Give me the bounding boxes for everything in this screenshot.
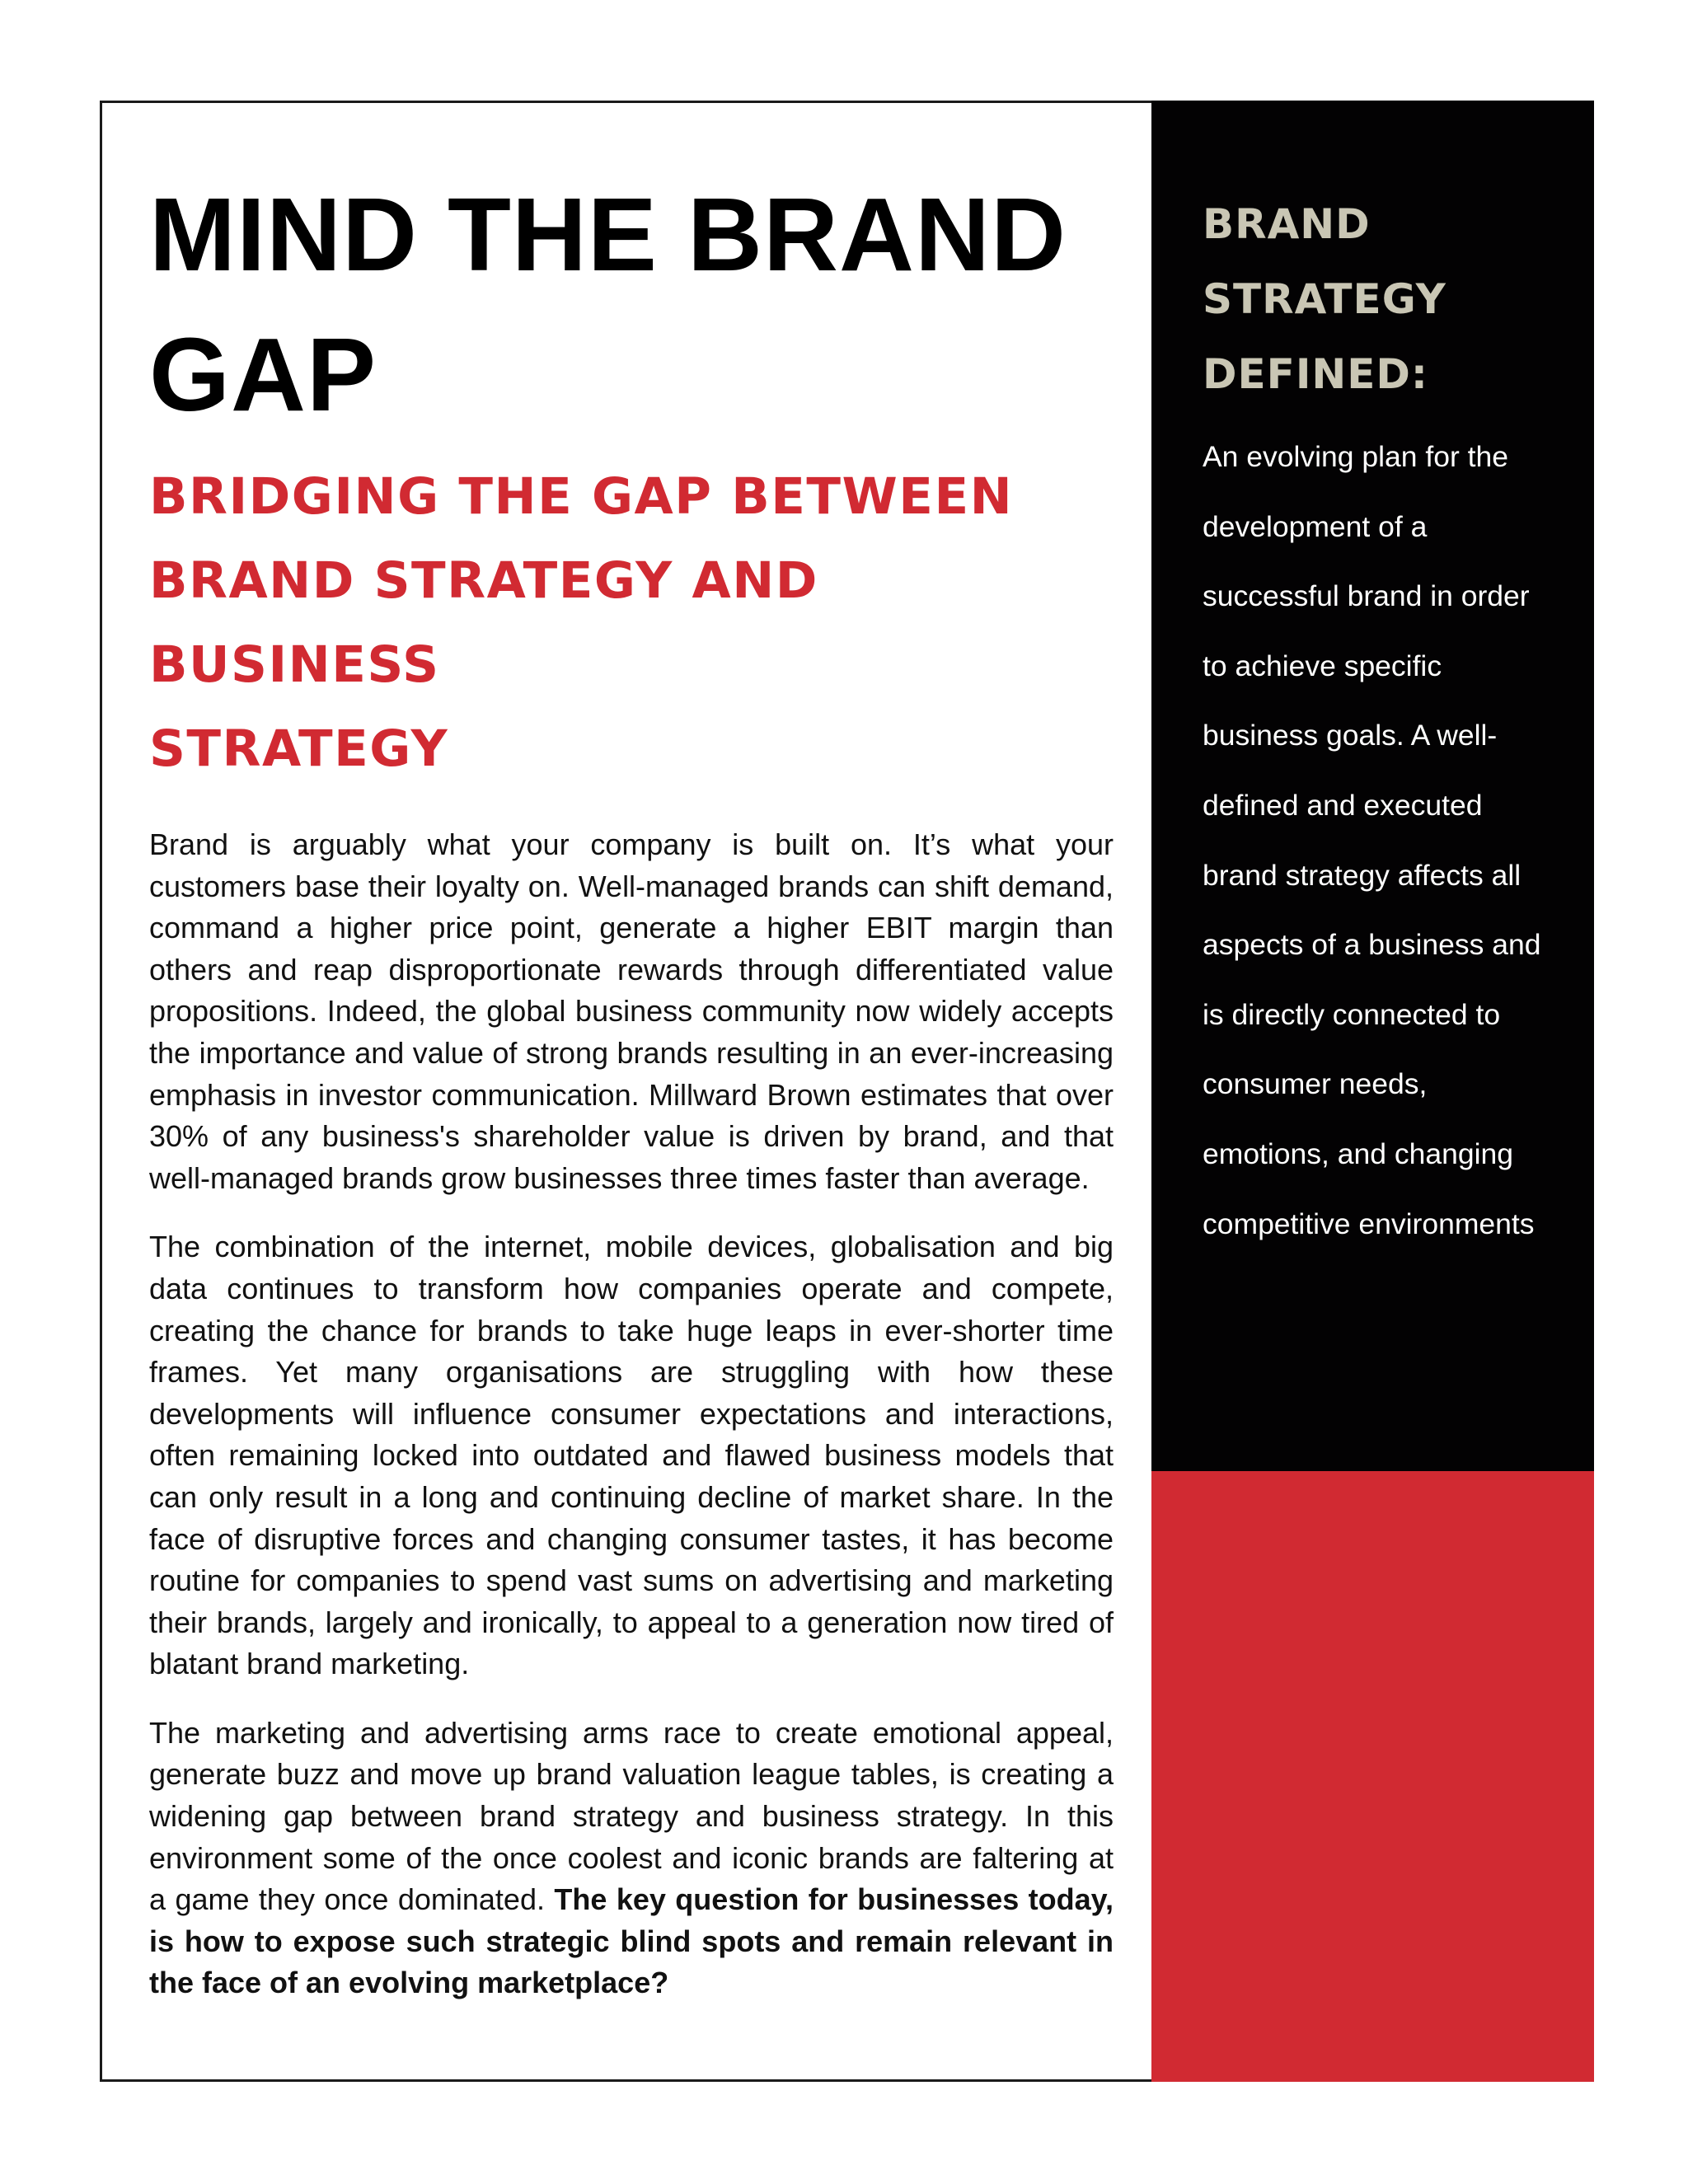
sidebar-line: is directly connected to [1203, 997, 1501, 1031]
sidebar-red-panel [1151, 1471, 1594, 2082]
body-paragraph-3-text: The marketing and advertising arms race to create emotional appeal, generate buzz and move up brand valuation league tables, is creating a widening gap between brand strategy and business strategy. In this environment some of the once coolest and iconic brands are faltering at a game they once dominated. [149, 1715, 1114, 1917]
sidebar-line: emotions, and changing [1203, 1137, 1513, 1170]
title-line-2: GAP [149, 316, 377, 433]
sidebar-line: development of a [1203, 509, 1428, 543]
sidebar-heading-line-3: DEFINED: [1203, 350, 1428, 398]
document-title [149, 165, 1114, 445]
main-column [149, 165, 1114, 2004]
title-line-1: MIND THE BRAND [149, 176, 1067, 293]
body-paragraph-1: Brand is arguably what your company is built on. It’s what your customers base their loyalty on. Well-managed brands can shift demand, command a higher price point, generate a higher EBIT margin than others and reap disproportionate rewards through differentiated value propositions. Indeed, the global business community now widely accepts the importance and value of strong brands resulting in an ever-increasing emphasis in investor communication. Millward Brown estimates that over 30% of any business's shareholder value is driven by brand, and that well-managed brands grow businesses three times faster than average. [149, 827, 1114, 1195]
sidebar [1151, 101, 1594, 2082]
body-paragraph-2: The combination of the internet, mobile devices, globalisation and big data continues to transform how companies operate and compete, creating the chance for brands to take huge leaps in ever-shorter time frames. Yet many organisations are struggling with how these developments will influence consumer expectations and interactions, often remaining locked into outdated and flawed business models that can only result in a long and continuing decline of market share. In the face of disruptive forces and changing consumer tastes, it has become routine for companies to spend vast sums on advertising and marketing their brands, largely and ironically, to appeal to a generation now tired of blatant brand marketing. [149, 1230, 1114, 1681]
sidebar-heading [1203, 187, 1573, 412]
subtitle-line-1: BRIDGING THE GAP BETWEEN [149, 467, 1014, 526]
sidebar-line: to achieve specific [1203, 649, 1442, 682]
subtitle-line-2: BRAND STRATEGY AND BUSINESS [149, 551, 818, 694]
sidebar-line: successful brand in order [1203, 579, 1530, 613]
sidebar-content [1203, 187, 1573, 1258]
sidebar-heading-line-2: STRATEGY [1203, 275, 1447, 323]
sidebar-heading-line-1: BRAND [1203, 200, 1371, 248]
sidebar-line: An evolving plan for the [1203, 440, 1509, 473]
sidebar-line: competitive environments [1203, 1207, 1535, 1240]
sidebar-line: defined and executed [1203, 788, 1483, 822]
sidebar-definition [1203, 422, 1573, 1258]
subtitle-line-3: STRATEGY [149, 719, 449, 778]
body-paragraph-3 [149, 1713, 1114, 2004]
sidebar-line: consumer needs, [1203, 1067, 1428, 1101]
sidebar-line: business goals. A well- [1203, 719, 1498, 752]
sidebar-line: aspects of a business and [1203, 928, 1541, 962]
key-question: The key question for businesses today, is how to expose such strategic blind spots and remain relevant in the face of an evolving marketplace? [149, 1882, 1114, 2000]
sidebar-line: brand strategy affects all [1203, 858, 1522, 892]
document-subtitle [149, 455, 1114, 791]
